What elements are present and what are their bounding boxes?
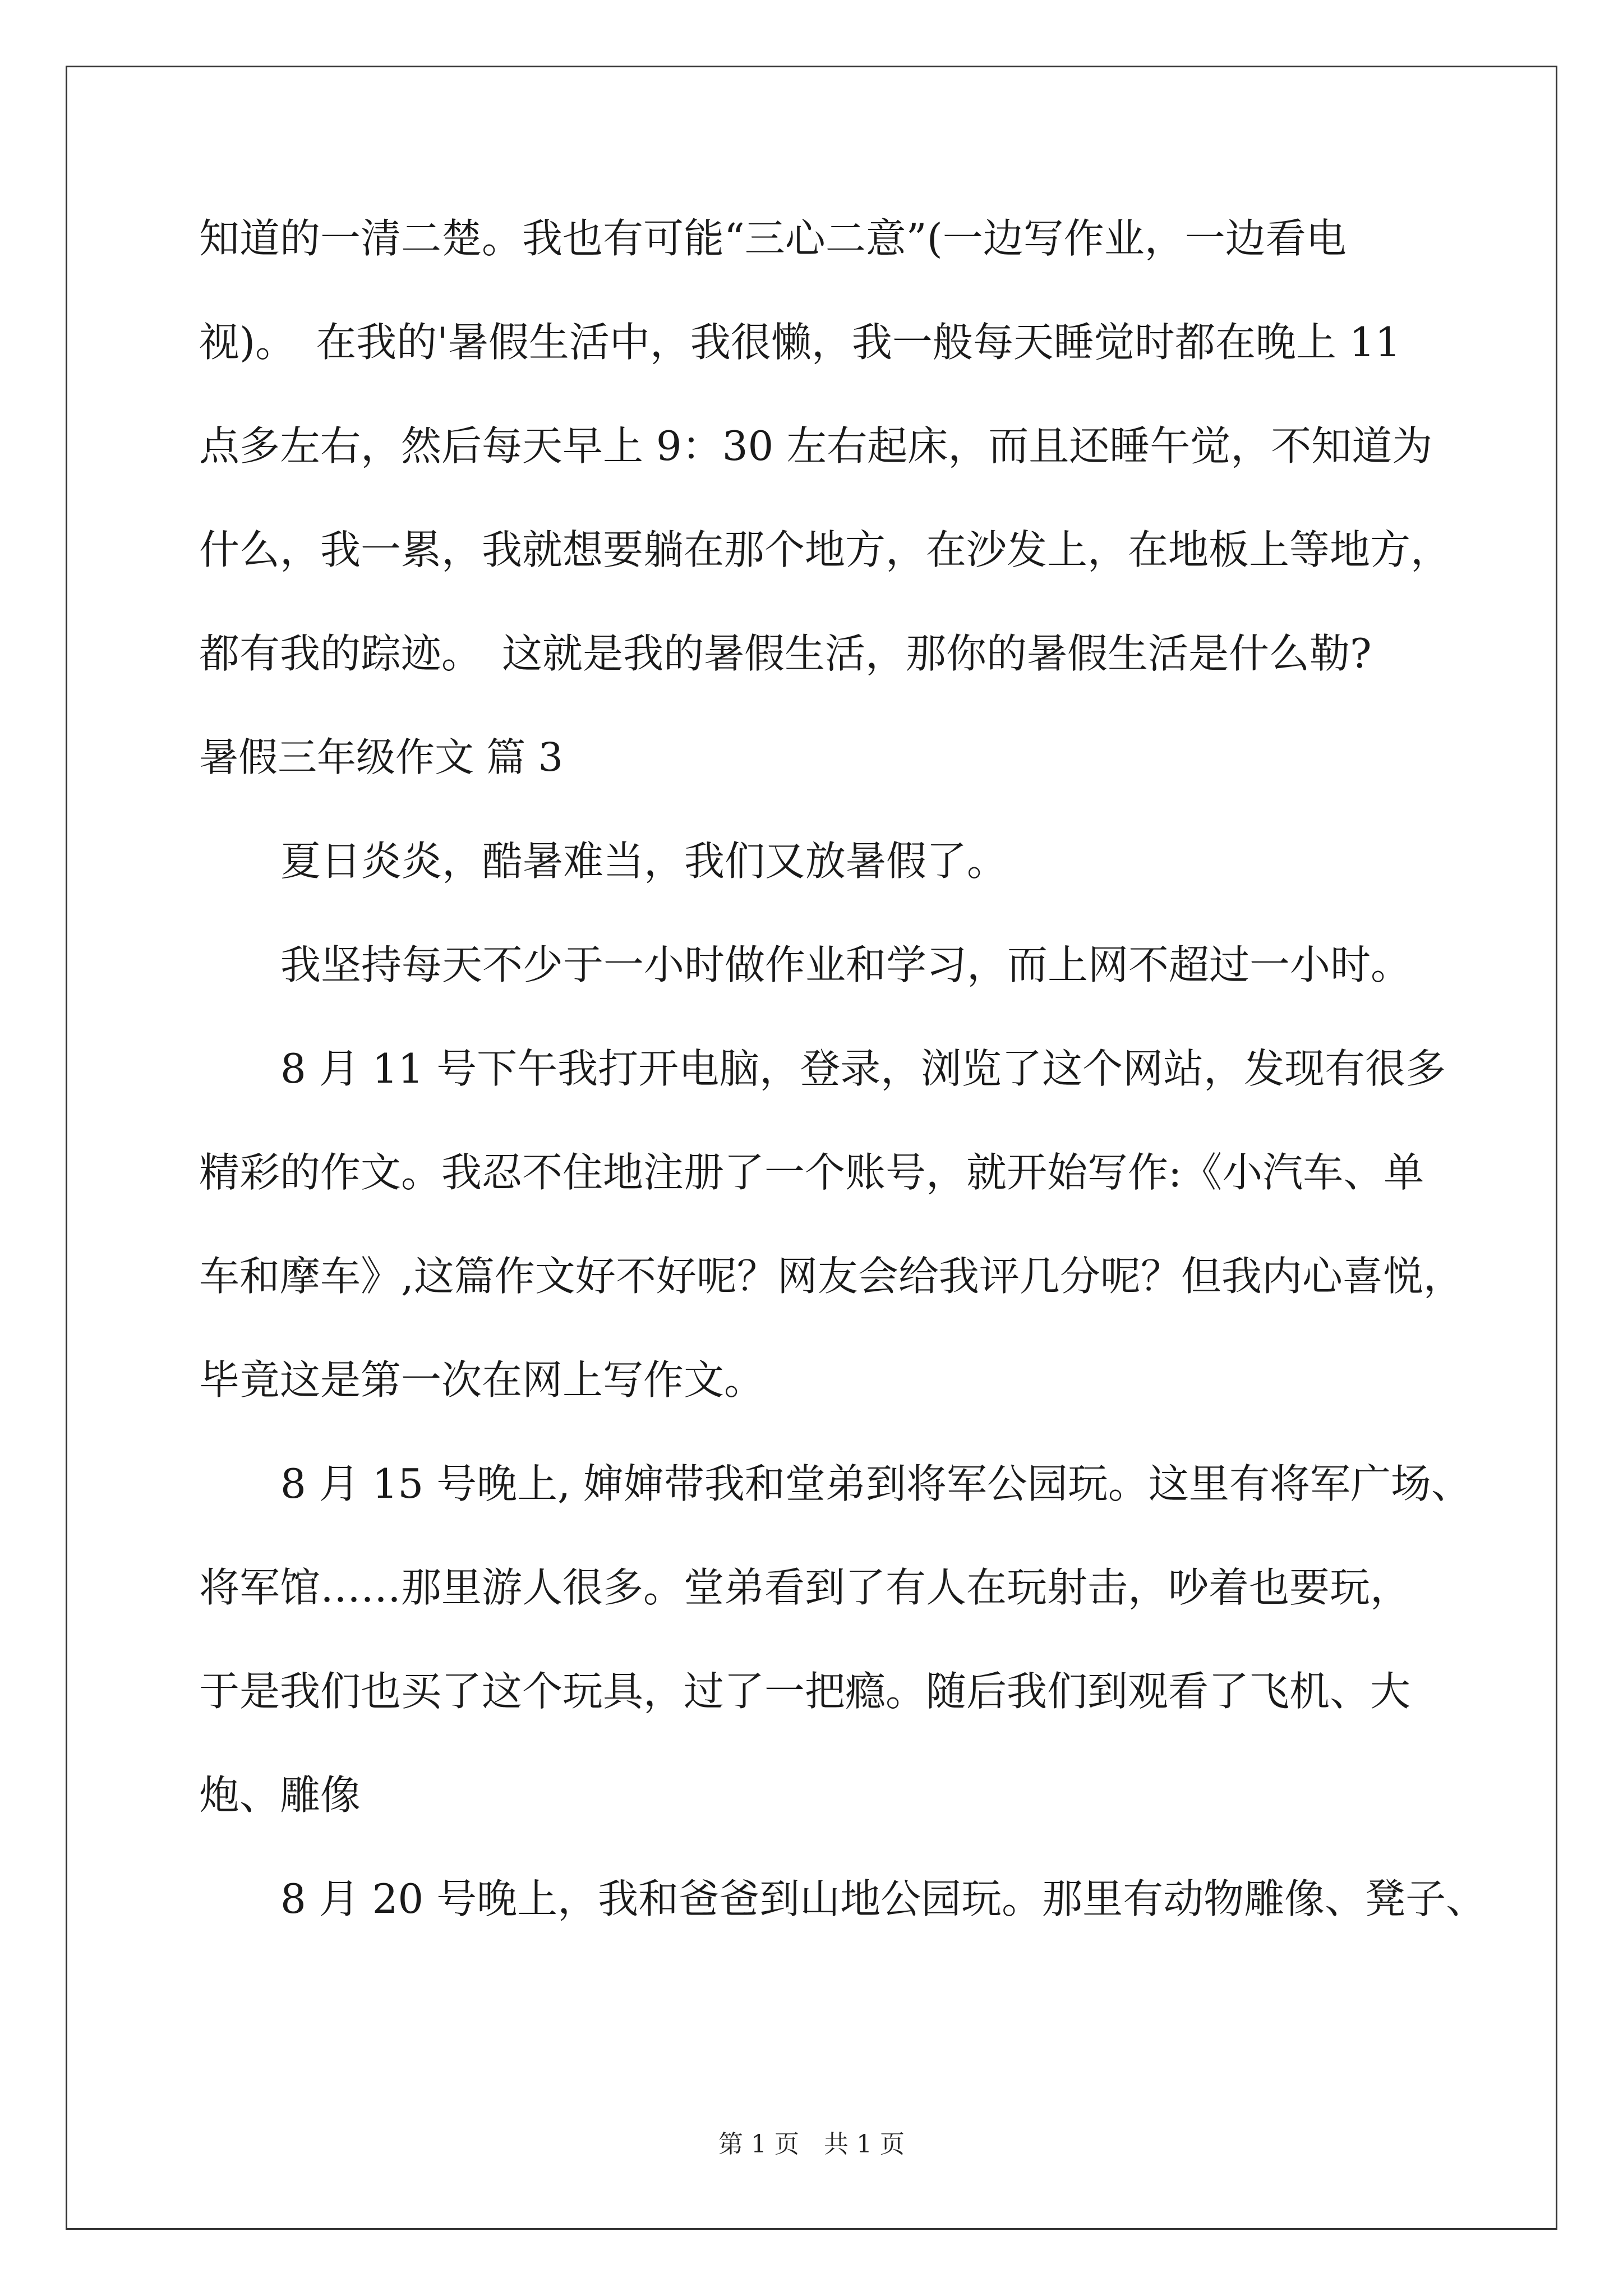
paragraph-start: 8 月 11 号下午我打开电脑，登录，浏览了这个网站，发现有很多 <box>280 1045 1446 1092</box>
text-line: 炮、雕像 <box>199 1772 361 1819</box>
text-line: 将军馆……那里游人很多。堂弟看到了有人在玩射击，吵着也要玩， <box>199 1564 1411 1611</box>
text-line: 车和摩车》,这篇作文好不好呢？网友会给我评几分呢？但我内心喜悦， <box>199 1253 1464 1300</box>
text-line: 视)。 在我的'暑假生活中，我很懒，我一般每天睡觉时都在晚上 11 <box>199 319 1401 366</box>
text-line: 毕竟这是第一次在网上写作文。 <box>199 1356 765 1404</box>
page-number-footer: 第 1 页 共 1 页 <box>718 2130 905 2159</box>
text-line: 精彩的作文。我忍不住地注册了一个账号，就开始写作:《小汽车、单 <box>199 1149 1424 1196</box>
paragraph-start: 8 月 20 号晚上，我和爸爸到山地公园玩。那里有动物雕像、凳子、 <box>280 1875 1487 1922</box>
paragraph-start: 我坚持每天不少于一小时做作业和学习，而上网不超过一小时。 <box>280 941 1412 988</box>
paragraph-start: 夏日炎炎，酷暑难当，我们又放暑假了。 <box>280 838 1008 885</box>
text-line: 什么，我一累，我就想要躺在那个地方，在沙发上，在地板上等地方， <box>199 526 1451 573</box>
paragraph-start: 8 月 15 号晚上, 婶婶带我和堂弟到将军公园玩。这里有将军广场、 <box>280 1460 1472 1507</box>
text-line: 都有我的踪迹。 这就是我的暑假生活，那你的暑假生活是什么勒? <box>199 630 1372 677</box>
text-line: 点多左右，然后每天早上 9：30 左右起床，而且还睡午觉，不知道为 <box>199 422 1433 470</box>
section-heading: 暑假三年级作文 篇 3 <box>199 734 564 780</box>
document-body <box>199 213 1487 1977</box>
text-line: 知道的一清二楚。我也有可能“三心二意”(一边写作业，一边看电 <box>199 215 1347 262</box>
text-line: 于是我们也买了这个玩具，过了一把瘾。随后我们到观看了飞机、大 <box>199 1668 1411 1715</box>
